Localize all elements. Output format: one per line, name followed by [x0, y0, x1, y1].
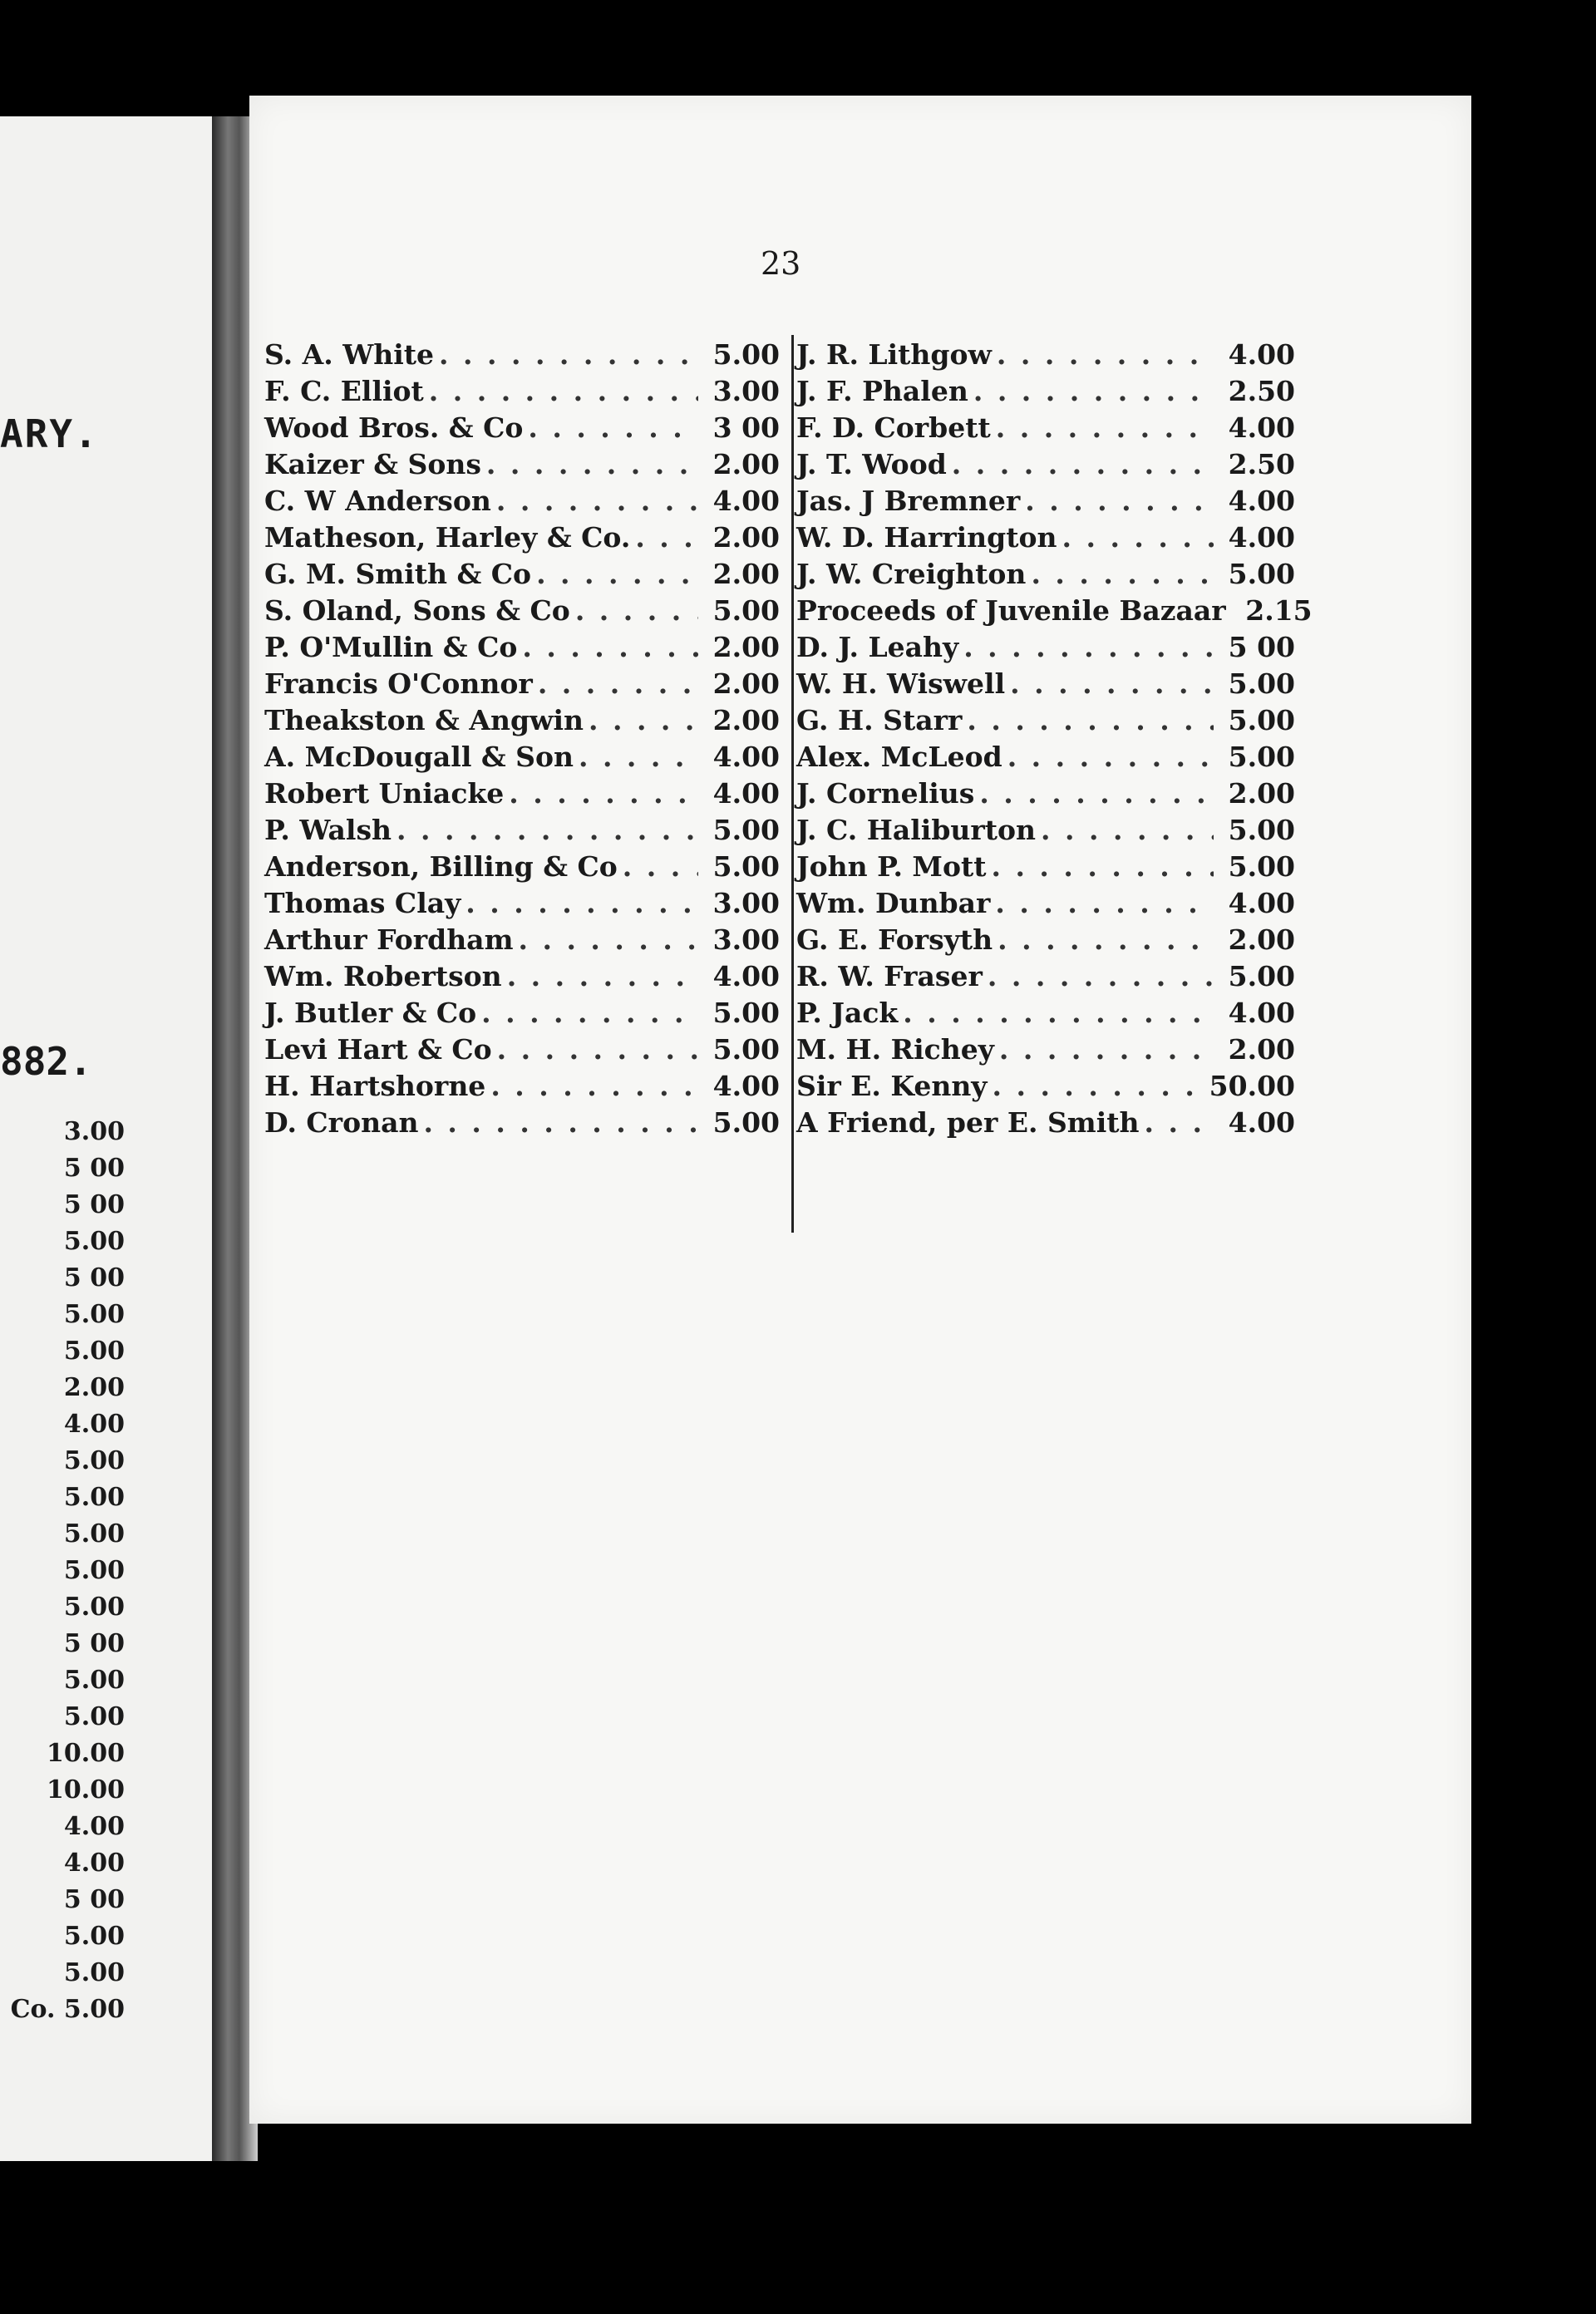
dot-leader	[1031, 556, 1214, 593]
subscription-amount: 4.00	[712, 960, 780, 992]
left-page-amount: 5.00	[63, 1483, 125, 1512]
subscriber-entry	[796, 702, 1295, 739]
dot-leader	[995, 885, 1214, 922]
subscriber-entry	[796, 885, 1295, 922]
left-page-amount: 5.00	[63, 1227, 125, 1256]
left-page-amount: 5 00	[63, 1629, 125, 1658]
subscription-amount: 5.00	[1228, 558, 1295, 590]
subscriber-name: S. Oland, Sons & Co	[264, 594, 570, 627]
subscriber-name: Anderson, Billing & Co	[264, 850, 618, 883]
left-page-amount: 5.00	[63, 1922, 125, 1951]
subscription-amount: 5.00	[712, 1106, 780, 1139]
left-page-amount: Co. 5.00	[10, 1995, 125, 2024]
subscription-amount: 4.00	[1228, 521, 1295, 554]
dot-leader	[536, 556, 698, 593]
subscriber-entry	[264, 995, 780, 1031]
subscription-amount: 5.00	[1228, 960, 1295, 992]
subscription-amount: 2.00	[712, 667, 780, 700]
left-page-year-fragment: 882.	[0, 1039, 92, 1084]
dot-leader	[575, 593, 698, 629]
left-page-amount: 5.00	[63, 1702, 125, 1731]
dot-leader	[996, 410, 1214, 446]
dot-leader	[1041, 812, 1214, 849]
subscriber-entry	[264, 446, 780, 483]
subscriber-name: P. Jack	[796, 997, 899, 1029]
dot-leader	[439, 337, 698, 373]
subscription-amount: 2.50	[1228, 375, 1295, 407]
subscriber-entry	[796, 775, 1295, 812]
subscription-amount: 4.00	[1228, 1106, 1295, 1139]
dot-leader	[998, 922, 1214, 958]
left-page-amount: 4.00	[63, 1410, 125, 1439]
subscriber-entry	[796, 446, 1295, 483]
subscriber-name: F. D. Corbett	[796, 411, 991, 444]
subscription-amount: 4.00	[1228, 887, 1295, 919]
dot-leader	[538, 666, 698, 702]
subscriber-name: M. H. Richey	[796, 1033, 994, 1066]
subscriber-entry	[264, 922, 780, 958]
subscription-amount: 4.00	[712, 485, 780, 517]
subscription-amount: 4.00	[1228, 997, 1295, 1029]
subscriber-name: W. H. Wiswell	[796, 667, 1006, 700]
dot-leader	[497, 1031, 698, 1068]
subscriber-entry	[796, 373, 1295, 410]
subscriber-name: J. F. Phalen	[796, 375, 968, 407]
subscriber-name: P. Walsh	[264, 814, 392, 846]
left-page-amount: 5.00	[63, 1593, 125, 1622]
subscriber-name: D. J. Leahy	[796, 631, 959, 663]
subscriber-entry	[796, 812, 1295, 849]
subscription-amount: 2.15	[1245, 594, 1313, 627]
subscriber-list-right-column	[796, 337, 1313, 1141]
dot-leader	[988, 958, 1214, 995]
dot-leader	[589, 702, 698, 739]
dot-leader	[522, 629, 698, 666]
subscriber-name: J. Butler & Co	[264, 997, 477, 1029]
subscriber-name: Proceeds of Juvenile Bazaar	[796, 594, 1226, 627]
dot-leader	[1010, 666, 1214, 702]
subscription-amount: 4.00	[1228, 411, 1295, 444]
dot-leader	[967, 702, 1214, 739]
dot-leader	[579, 739, 698, 775]
subscription-amount: 3.00	[712, 887, 780, 919]
dot-leader	[496, 483, 698, 519]
subscriber-entry	[796, 629, 1295, 666]
dot-leader	[528, 410, 698, 446]
subscriber-entry	[264, 1031, 780, 1068]
dot-leader	[481, 995, 698, 1031]
dot-leader	[509, 775, 698, 812]
subscription-amount: 3 00	[712, 411, 780, 444]
left-page-amount: 4.00	[63, 1812, 125, 1841]
subscriber-entry	[264, 1105, 780, 1141]
subscriber-entry	[796, 556, 1295, 593]
dot-leader	[466, 885, 698, 922]
subscription-amount: 2.00	[1228, 777, 1295, 810]
left-page-amount: 10.00	[47, 1739, 125, 1768]
subscriber-entry	[264, 812, 780, 849]
subscriber-entry	[796, 995, 1295, 1031]
subscriber-name: Arthur Fordham	[264, 923, 514, 956]
subscriber-name: A Friend, per E. Smith	[796, 1106, 1140, 1139]
subscriber-name: Robert Uniacke	[264, 777, 505, 810]
left-page	[0, 116, 216, 2161]
subscriber-name: Theakston & Angwin	[264, 704, 584, 736]
left-page-amount: 5.00	[63, 1556, 125, 1585]
subscriber-entry	[264, 1068, 780, 1105]
subscription-amount: 4.00	[1228, 338, 1295, 371]
subscriber-name: D. Cronan	[264, 1106, 419, 1139]
subscription-amount: 5.00	[1228, 850, 1295, 883]
subscriber-entry	[264, 958, 780, 995]
dot-leader	[979, 775, 1214, 812]
dot-leader	[903, 995, 1214, 1031]
subscription-amount: 5.00	[712, 814, 780, 846]
subscription-amount: 3.00	[712, 375, 780, 407]
subscriber-name: Kaizer & Sons	[264, 448, 481, 480]
subscriber-name: Francis O'Connor	[264, 667, 533, 700]
subscription-amount: 5.00	[1228, 704, 1295, 736]
subscriber-name: H. Hartshorne	[264, 1070, 486, 1102]
dot-leader	[623, 849, 698, 885]
dot-leader	[429, 373, 698, 410]
left-page-amount: 5 00	[63, 1263, 125, 1292]
subscriber-name: Wm. Dunbar	[796, 887, 991, 919]
subscription-amount: 4.00	[712, 777, 780, 810]
subscriber-entry	[264, 849, 780, 885]
subscriber-name: J. C. Haliburton	[796, 814, 1037, 846]
subscriber-entry	[264, 337, 780, 373]
left-page-amount: 10.00	[47, 1775, 125, 1804]
left-page-amount: 5.00	[63, 1958, 125, 1987]
subscriber-name: S. A. White	[264, 338, 435, 371]
subscriber-name: J. Cornelius	[796, 777, 975, 810]
dot-leader	[1062, 519, 1214, 556]
subscription-amount: 2.00	[1228, 923, 1295, 956]
subscription-amount: 5.00	[1228, 667, 1295, 700]
subscription-amount: 5.00	[712, 338, 780, 371]
subscription-amount: 5.00	[1228, 814, 1295, 846]
subscriber-entry	[264, 556, 780, 593]
subscription-amount: 2.00	[712, 448, 780, 480]
subscriber-entry	[796, 337, 1295, 373]
dot-leader	[635, 519, 698, 556]
subscription-amount: 5.00	[1228, 741, 1295, 773]
subscriber-name: C. W Anderson	[264, 485, 491, 517]
dot-leader	[486, 446, 698, 483]
subscriber-entry	[796, 849, 1295, 885]
subscriber-name: Jas. J Bremner	[796, 485, 1021, 517]
subscription-amount: 2.00	[712, 558, 780, 590]
right-page	[249, 96, 1471, 2124]
subscriber-entry	[264, 593, 780, 629]
subscriber-entry	[796, 739, 1295, 775]
subscription-amount: 50.00	[1209, 1070, 1295, 1102]
subscriber-entry	[264, 410, 780, 446]
dot-leader	[507, 958, 698, 995]
subscription-amount: 2.00	[712, 631, 780, 663]
left-page-heading-fragment: ARY.	[0, 411, 99, 456]
subscriber-entry	[264, 373, 780, 410]
page-number: 23	[761, 245, 801, 282]
left-page-amount: 5.00	[63, 1519, 125, 1548]
subscriber-name: F. C. Elliot	[264, 375, 424, 407]
dot-leader	[397, 812, 698, 849]
column-divider	[791, 335, 794, 1233]
subscriber-entry	[264, 483, 780, 519]
subscriber-entry	[796, 593, 1313, 629]
subscriber-name: J. R. Lithgow	[796, 338, 992, 371]
left-page-amount-list	[0, 1114, 125, 2028]
subscriber-entry	[264, 629, 780, 666]
dot-leader	[952, 446, 1214, 483]
left-page-amount: 5.00	[63, 1446, 125, 1475]
dot-leader	[993, 1068, 1204, 1105]
subscription-amount: 5.00	[712, 1033, 780, 1066]
subscriber-entry	[796, 1031, 1295, 1068]
subscription-amount: 5.00	[712, 594, 780, 627]
subscription-amount: 5 00	[1228, 631, 1295, 663]
subscriber-name: John P. Mott	[796, 850, 987, 883]
subscriber-entry	[796, 666, 1295, 702]
left-page-amount: 5.00	[63, 1666, 125, 1695]
dot-leader	[423, 1105, 698, 1141]
subscription-amount: 2.50	[1228, 448, 1295, 480]
left-page-amount: 5 00	[63, 1885, 125, 1914]
dot-leader	[1145, 1105, 1214, 1141]
subscription-amount: 4.00	[1228, 485, 1295, 517]
subscriber-entry	[264, 666, 780, 702]
dot-leader	[991, 849, 1214, 885]
subscriber-entry	[264, 775, 780, 812]
dot-leader	[490, 1068, 698, 1105]
subscription-amount: 5.00	[712, 850, 780, 883]
subscription-amount: 2.00	[712, 704, 780, 736]
dot-leader	[1007, 739, 1214, 775]
subscriber-list-left-column	[264, 337, 780, 1141]
subscriber-name: R. W. Fraser	[796, 960, 983, 992]
subscription-amount: 4.00	[712, 1070, 780, 1102]
subscriber-name: Alex. McLeod	[796, 741, 1002, 773]
subscriber-name: G. H. Starr	[796, 704, 963, 736]
subscriber-entry	[796, 519, 1295, 556]
left-page-amount: 2.00	[63, 1373, 125, 1402]
left-page-amount: 3.00	[63, 1117, 125, 1146]
left-page-amount: 5 00	[63, 1190, 125, 1219]
subscriber-entry	[264, 519, 780, 556]
dot-leader	[963, 629, 1214, 666]
subscription-amount: 2.00	[712, 521, 780, 554]
subscriber-name: Levi Hart & Co	[264, 1033, 492, 1066]
dot-leader	[973, 373, 1214, 410]
dot-leader	[1025, 483, 1214, 519]
subscriber-name: Matheson, Harley & Co.	[264, 521, 631, 554]
left-page-amount: 5.00	[63, 1300, 125, 1329]
subscriber-entry	[796, 958, 1295, 995]
subscriber-name: Wm. Robertson	[264, 960, 502, 992]
subscriber-entry	[796, 1068, 1295, 1105]
subscription-amount: 5.00	[712, 997, 780, 1029]
subscriber-name: A. McDougall & Son	[264, 741, 574, 773]
subscriber-name: Thomas Clay	[264, 887, 461, 919]
subscriber-entry	[264, 885, 780, 922]
dot-leader	[999, 1031, 1214, 1068]
subscriber-name: W. D. Harrington	[796, 521, 1057, 554]
subscription-amount: 3.00	[712, 923, 780, 956]
subscriber-name: J. W. Creighton	[796, 558, 1027, 590]
subscriber-name: P. O'Mullin & Co	[264, 631, 518, 663]
subscriber-entry	[796, 483, 1295, 519]
dot-leader	[518, 922, 698, 958]
subscriber-name: G. E. Forsyth	[796, 923, 993, 956]
subscriber-entry	[264, 702, 780, 739]
dot-leader	[997, 337, 1214, 373]
subscriber-entry	[796, 922, 1295, 958]
subscriber-name: J. T. Wood	[796, 448, 947, 480]
subscription-amount: 2.00	[1228, 1033, 1295, 1066]
left-page-amount: 5.00	[63, 1337, 125, 1366]
subscriber-entry	[796, 410, 1295, 446]
left-page-amount: 4.00	[63, 1849, 125, 1878]
subscriber-name: Sir E. Kenny	[796, 1070, 988, 1102]
subscriber-name: G. M. Smith & Co	[264, 558, 532, 590]
subscriber-name: Wood Bros. & Co	[264, 411, 524, 444]
left-page-amount: 5 00	[63, 1154, 125, 1183]
subscription-amount: 4.00	[712, 741, 780, 773]
subscriber-entry	[796, 1105, 1295, 1141]
subscriber-entry	[264, 739, 780, 775]
